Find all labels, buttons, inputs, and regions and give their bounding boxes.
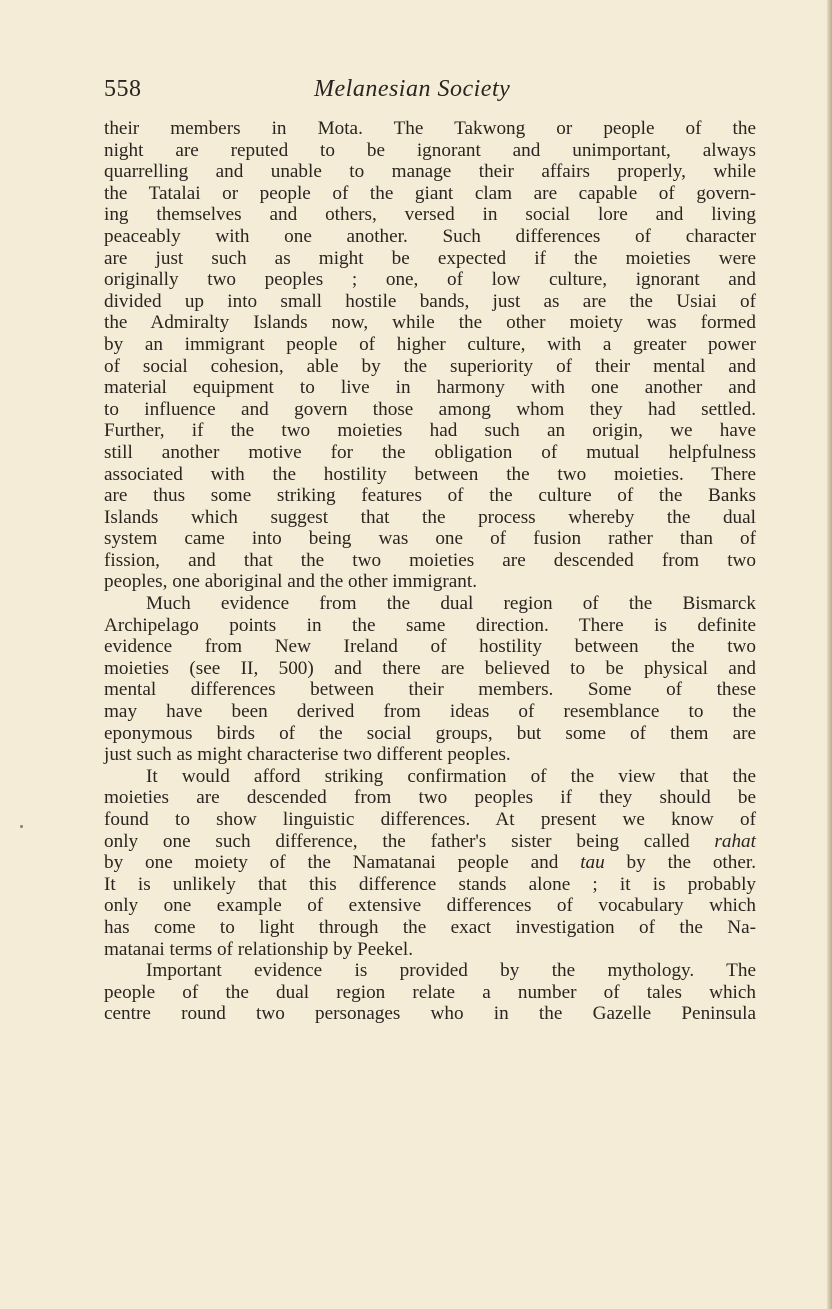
text-line: moieties (see II, 500) and there are believed to be physical and	[104, 657, 756, 679]
text-line: Much evidence from the dual region of the Bismarck	[146, 593, 756, 615]
page-edge-shadow	[827, 0, 832, 1309]
text-line: evidence from New Ireland of hostility between the two	[104, 636, 756, 658]
paragraph-3	[104, 766, 756, 788]
text-line: Archipelago points in the same direction. There is definite	[104, 614, 756, 636]
text-line: Further, if the two moieties had such an origin, we have	[104, 420, 756, 442]
term-tau: tau	[580, 852, 605, 874]
text-fragment: by the other.	[626, 852, 756, 874]
term-rahat: rahat	[714, 830, 756, 852]
paragraph-2	[104, 593, 756, 615]
text-line: to influence and govern those among whom they had settled.	[104, 398, 756, 420]
text-line: mental differences between their members. Some of these	[104, 679, 756, 701]
text-line: people of the dual region relate a number of tales which	[104, 981, 756, 1003]
body-text	[104, 118, 756, 1025]
text-line: quarrelling and unable to manage their affairs properly, while	[104, 161, 756, 183]
text-line: are thus some striking features of the culture of the Banks	[104, 485, 756, 507]
text-line	[104, 831, 756, 853]
text-line: the Tatalai or people of the giant clam are capable of govern-	[104, 182, 756, 204]
text-line: associated with the hostility between the two moieties. There	[104, 463, 756, 485]
text-line: may have been derived from ideas of resemblance to the	[104, 701, 756, 723]
text-line: divided up into small hostile bands, just as are the Usiai of	[104, 290, 756, 312]
text-line: just such as might characterise two different peoples.	[104, 744, 511, 766]
text-line: eponymous birds of the social groups, but some of them are	[104, 722, 756, 744]
text-line: It is unlikely that this difference stands alone ; it is probably	[104, 873, 756, 895]
text-line: centre round two personages who in the Gazelle Peninsula	[104, 1003, 756, 1025]
text-line: by an immigrant people of higher culture, with a greater power	[104, 333, 756, 355]
text-line: has come to light through the exact investigation of the Na-	[104, 916, 756, 938]
text-line: fission, and that the two moieties are descended from two	[104, 549, 756, 571]
text-line: ing themselves and others, versed in social lore and living	[104, 204, 756, 226]
text-line: peaceably with one another. Such differences of character	[104, 225, 756, 247]
text-line	[104, 852, 756, 874]
ink-speck	[20, 825, 23, 828]
text-fragment: by one moiety of the Namatanai people and	[104, 852, 559, 874]
text-line: peoples, one aboriginal and the other immigrant.	[104, 571, 477, 593]
text-line: are just such as might be expected if the moieties were	[104, 247, 756, 269]
text-line: only one example of extensive differences of vocabulary which	[104, 895, 756, 917]
text-line: Islands which suggest that the process whereby the dual	[104, 506, 756, 528]
text-line: Important evidence is provided by the mythology. The	[146, 960, 756, 982]
text-line: still another motive for the obligation of mutual helpfulness	[104, 441, 756, 463]
text-line: their members in Mota. The Takwong or people of the	[104, 118, 756, 139]
page-number: 558	[104, 76, 142, 102]
text-line: material equipment to live in harmony with one another and	[104, 377, 756, 399]
text-line: found to show linguistic differences. At present we know of	[104, 809, 756, 830]
paragraph-4	[104, 960, 756, 982]
text-line: moieties are descended from two peoples if they should be	[104, 787, 756, 809]
text-line: of social cohesion, able by the superiority of their mental and	[104, 355, 756, 377]
text-line: originally two peoples ; one, of low culture, ignorant and	[104, 269, 756, 291]
text-line: night are reputed to be ignorant and unimportant, always	[104, 139, 756, 161]
text-line: matanai terms of relationship by Peekel.	[104, 938, 414, 960]
page-header	[104, 74, 756, 104]
text-fragment: only one such difference, the father's sister being called	[104, 830, 690, 852]
text-line: system came into being was one of fusion rather than of	[104, 528, 756, 550]
text-line: It would afford striking confirmation of the view that the	[146, 765, 756, 787]
text-line: the Admiralty Islands now, while the other moiety was formed	[104, 312, 756, 334]
running-title: Melanesian Society	[314, 76, 511, 102]
paragraph-1	[104, 118, 756, 140]
